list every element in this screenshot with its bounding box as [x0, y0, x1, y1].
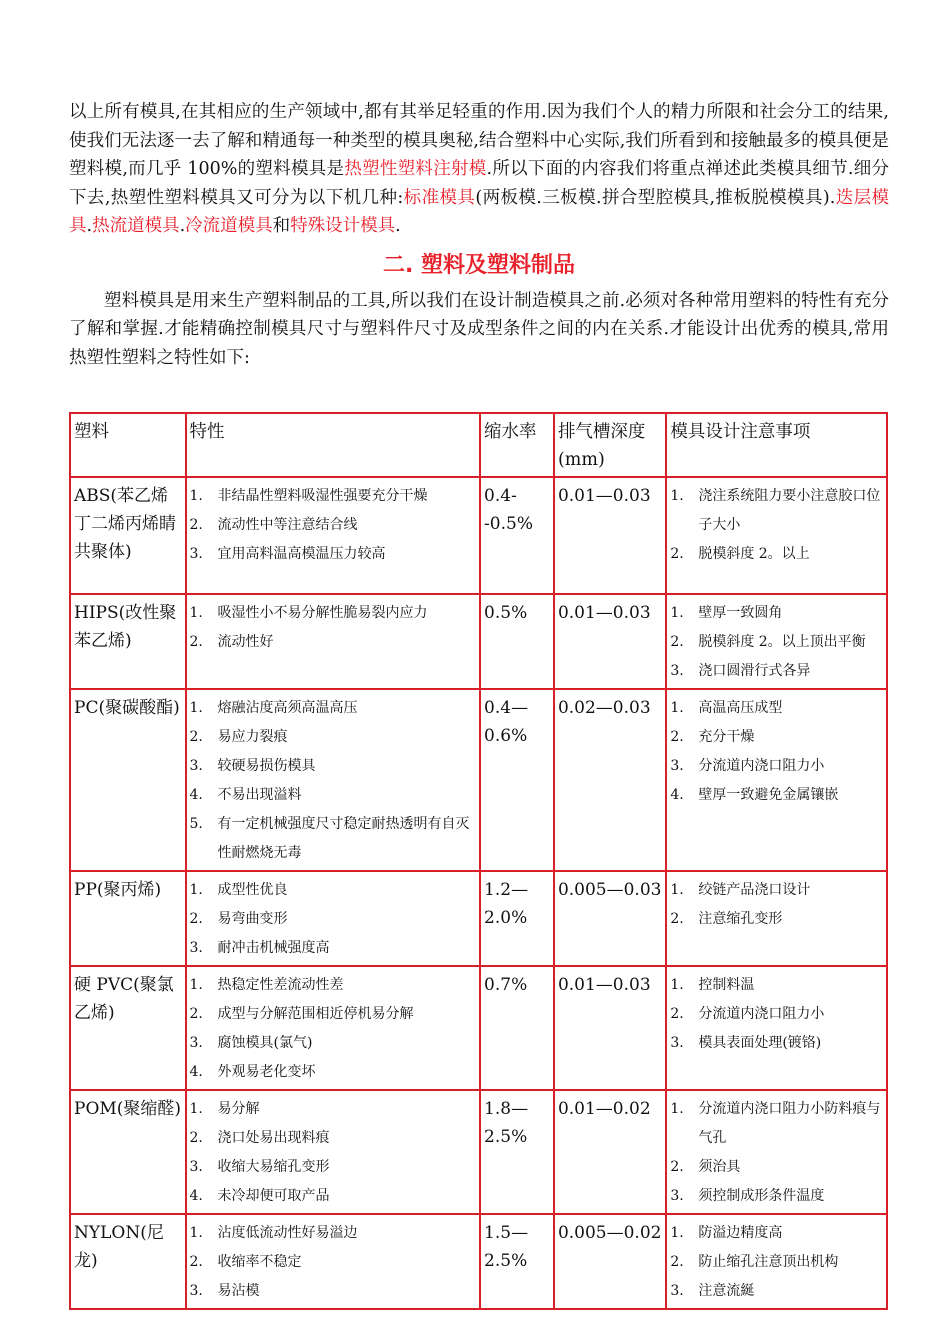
list-item [190, 1095, 477, 1124]
list-item-number: 3. [189, 546, 203, 562]
cell-design-notes [666, 966, 887, 1090]
list-item [670, 971, 883, 1000]
list-item-number: 4. [189, 787, 203, 803]
list-item-text: 未冷却便可取产品 [217, 1188, 330, 1204]
list-item-text: 腐蚀模具(氯气) [217, 1035, 313, 1051]
list-item-number: 1. [670, 488, 684, 504]
list-item [190, 1029, 477, 1058]
header-plastic: 塑料 [70, 413, 186, 477]
cell-properties-list [190, 971, 477, 1087]
list-item-number: 2. [670, 634, 684, 650]
list-item [190, 1248, 477, 1277]
list-item [670, 599, 883, 628]
list-item [670, 1000, 883, 1029]
list-item-number: 1. [189, 882, 203, 898]
list-item-number: 2. [189, 1130, 203, 1146]
list-item-text: 成型与分解范围相近停机易分解 [217, 1006, 414, 1022]
list-item-text: 须治具 [698, 1159, 741, 1175]
cell-design-notes [666, 1214, 887, 1309]
list-item-text: 吸湿性小不易分解性脆易裂内应力 [217, 605, 428, 621]
list-item [670, 1153, 883, 1182]
list-item-number: 1. [189, 1225, 203, 1241]
list-item [190, 971, 477, 1000]
list-item-text: 壁厚一致避免金属镶嵌 [698, 787, 839, 803]
table-row [70, 689, 887, 871]
intro-text: . [395, 216, 401, 236]
list-item-number: 3. [189, 1283, 203, 1299]
list-item-text: 须控制成形条件温度 [698, 1188, 825, 1204]
cell-design-notes [666, 477, 887, 594]
cell-vent-depth: 0.005—0.02 [554, 1214, 666, 1309]
list-item [190, 628, 477, 657]
intro-text: . [86, 216, 93, 236]
cell-properties [186, 594, 481, 689]
list-item-number: 2. [670, 1159, 684, 1175]
cell-plastic: ABS(苯乙烯丁二烯丙烯睛共聚体) [70, 477, 186, 594]
list-item-text: 熔融沾度高须高温高压 [217, 700, 358, 716]
table-header-row [70, 413, 887, 477]
list-item [670, 876, 883, 905]
list-item [190, 723, 477, 752]
link-stack-mold[interactable]: 迭层模具 [69, 187, 890, 236]
list-item-number: 5. [189, 816, 203, 832]
list-item-text: 分流道内浇口阻力小 [698, 1006, 825, 1022]
list-item-number: 1. [189, 700, 203, 716]
list-item [190, 694, 477, 723]
list-item [670, 723, 883, 752]
intro-text: 和 [272, 216, 291, 236]
cell-vent-depth: 0.01—0.02 [554, 1090, 666, 1214]
list-item [190, 810, 477, 868]
list-item-text: 易应力裂痕 [217, 729, 288, 745]
list-item [670, 694, 883, 723]
list-item-number: 2. [670, 1006, 684, 1022]
list-item-number: 2. [189, 517, 203, 533]
list-item-number: 3. [670, 1188, 684, 1204]
list-item-text: 外观易老化变坏 [217, 1064, 316, 1080]
list-item [670, 1248, 883, 1277]
list-item-text: 注意流綖 [698, 1283, 755, 1299]
list-item [190, 876, 477, 905]
table-row [70, 966, 887, 1090]
list-item-text: 充分干燥 [698, 729, 755, 745]
cell-vent-depth: 0.01—0.03 [554, 594, 666, 689]
cell-vent-depth: 0.02—0.03 [554, 689, 666, 871]
list-item-number: 1. [189, 977, 203, 993]
cell-design-notes-list [670, 1095, 883, 1211]
cell-shrinkage: 1.5—2.5% [480, 1214, 554, 1309]
cell-shrinkage: 0.5% [480, 594, 554, 689]
list-item-number: 1. [189, 1101, 203, 1117]
list-item-number: 1. [670, 605, 684, 621]
link-hot-runner-mold[interactable]: 热流道模具 [92, 216, 180, 236]
cell-design-notes-list [670, 1219, 883, 1306]
list-item-text: 分流道内浇口阻力小防料痕与气孔 [698, 1101, 881, 1146]
cell-vent-depth: 0.01—0.03 [554, 477, 666, 594]
list-item [190, 1182, 477, 1211]
list-item [670, 482, 883, 540]
cell-properties-list [190, 482, 477, 569]
list-item-number: 2. [189, 729, 203, 745]
list-item-text: 耐冲击机械强度高 [217, 940, 330, 956]
list-item-number: 4. [189, 1064, 203, 1080]
list-item-number: 4. [670, 787, 684, 803]
list-item-text: 不易出现溢料 [217, 787, 302, 803]
list-item-number: 1. [670, 1101, 684, 1117]
list-item-number: 4. [189, 1188, 203, 1204]
list-item [190, 934, 477, 963]
link-special-design-mold[interactable]: 特殊设计模具 [290, 216, 396, 236]
list-item-text: 易沾模 [217, 1283, 260, 1299]
list-item [670, 1277, 883, 1306]
cell-properties [186, 1214, 481, 1309]
list-item-text: 有一定机械强度尺寸稳定耐热透明有自灭性耐燃烧无毒 [217, 816, 470, 861]
list-item-number: 1. [189, 605, 203, 621]
list-item-text: 易分解 [217, 1101, 260, 1117]
cell-design-notes [666, 1090, 887, 1214]
header-shrinkage: 缩水率 [480, 413, 554, 477]
cell-vent-depth: 0.005—0.03 [554, 871, 666, 966]
list-item [670, 781, 883, 810]
cell-design-notes [666, 871, 887, 966]
intro-text: 以上所有模具,在其相应的生产领域中,都有其举足轻重的作用.因为我们个人的精力所限和社会分工的结果,使我们无法逐一去了解和精通每一种类型的模具奥秘,结合塑料中心实际,我们所看到和接触最多的模具便是塑料模,而几乎 100%的塑料模具是 [69, 102, 889, 179]
list-item-number: 1. [670, 882, 684, 898]
list-item-number: 2. [670, 729, 684, 745]
list-item-number: 3. [189, 940, 203, 956]
list-item-number: 2. [189, 1006, 203, 1022]
list-item-text: 非结晶性塑料吸湿性强要充分干燥 [217, 488, 428, 504]
header-vent-depth: 排气槽深度(mm) [554, 413, 666, 477]
list-item [190, 1219, 477, 1248]
list-item-text: 收缩率不稳定 [217, 1254, 302, 1270]
list-item-text: 控制料温 [698, 977, 755, 993]
list-item-number: 2. [670, 911, 684, 927]
list-item-number: 3. [189, 1035, 203, 1051]
cell-properties-list [190, 694, 477, 868]
list-item [670, 540, 883, 569]
list-item [190, 482, 477, 511]
list-item-number: 2. [670, 546, 684, 562]
list-item-number: 2. [189, 634, 203, 650]
cell-design-notes [666, 594, 887, 689]
list-item [190, 1277, 477, 1306]
list-item-text: 脱模斜度 2。以上顶出平衡 [698, 634, 866, 650]
list-item-number: 1. [670, 1225, 684, 1241]
cell-design-notes-list [670, 694, 883, 810]
cell-properties [186, 1090, 481, 1214]
list-item [670, 905, 883, 934]
list-item [190, 1000, 477, 1029]
list-item-text: 浇口处易出现料痕 [217, 1130, 330, 1146]
list-item-number: 3. [189, 1159, 203, 1175]
list-item [190, 540, 477, 569]
table-row [70, 1214, 887, 1309]
section-title: 二. 塑料及塑料制品 [382, 252, 576, 278]
link-standard-mold[interactable]: 标准模具 [403, 187, 476, 208]
cell-plastic: HIPS(改性聚苯乙烯) [70, 594, 186, 689]
list-item [670, 752, 883, 781]
cell-properties [186, 689, 481, 871]
list-item-text: 较硬易损伤模具 [217, 758, 316, 774]
list-item-number: 2. [189, 1254, 203, 1270]
cell-properties-list [190, 599, 477, 657]
list-item-number: 2. [670, 1254, 684, 1270]
cell-shrinkage: 0.4--0.5% [480, 477, 554, 594]
list-item [190, 1153, 477, 1182]
cell-shrinkage: 1.8—2.5% [480, 1090, 554, 1214]
list-item [670, 657, 883, 686]
cell-design-notes-list [670, 876, 883, 934]
list-item-number: 3. [670, 663, 684, 679]
document-body [69, 98, 889, 372]
list-item [190, 511, 477, 540]
list-item [190, 1058, 477, 1087]
list-item-text: 宜用高料温高模温压力较高 [217, 546, 386, 562]
list-item-number: 3. [670, 1283, 684, 1299]
intro-text: .所以下面的内容我们将重点禅述此类模具细节.细分下去,热塑性塑料模具又可分为以下机几种: [69, 159, 890, 208]
cell-design-notes [666, 689, 887, 871]
table-row [70, 477, 887, 594]
list-item-text: 沾度低流动性好易溢边 [217, 1225, 358, 1241]
list-item-text: 防溢边精度高 [698, 1225, 783, 1241]
list-item-text: 浇口圆滑行式各异 [698, 663, 811, 679]
list-item [190, 752, 477, 781]
header-design-notes: 模具设计注意事项 [666, 413, 887, 477]
list-item [670, 1182, 883, 1211]
list-item-text: 模具表面处理(镀铬) [698, 1035, 822, 1051]
link-thermoplastic-injection-mold[interactable]: 热塑性塑料注射模 [344, 159, 487, 179]
table-row [70, 871, 887, 966]
list-item-text: 高温高压成型 [698, 700, 783, 716]
intro-paragraph [69, 98, 889, 241]
cell-properties [186, 477, 481, 594]
list-item-text: 流动性好 [217, 634, 274, 650]
cell-properties [186, 871, 481, 966]
list-item [190, 905, 477, 934]
cell-design-notes-list [670, 599, 883, 686]
list-item-text: 分流道内浇口阻力小 [698, 758, 825, 774]
list-item-text: 热稳定性差流动性差 [217, 977, 344, 993]
cell-properties-list [190, 1095, 477, 1211]
list-item-number: 1. [670, 977, 684, 993]
table-row [70, 594, 887, 689]
cell-shrinkage: 1.2—2.0% [480, 871, 554, 966]
list-item-number: 1. [670, 700, 684, 716]
list-item-text: 流动性中等注意结合线 [217, 517, 358, 533]
cell-properties-list [190, 1219, 477, 1306]
table-body [70, 413, 887, 1309]
list-item-text: 成型性优良 [217, 882, 288, 898]
cell-design-notes-list [670, 482, 883, 569]
cell-plastic: 硬 PVC(聚氯乙烯) [70, 966, 186, 1090]
cell-plastic: PC(聚碳酸酯) [70, 689, 186, 871]
section-paragraph: 塑料模具是用来生产塑料制品的工具,所以我们在设计制造模具之前.必须对各种常用塑料的特性有充分了解和掌握.才能精确控制模具尺寸与塑料件尺寸及成型条件之间的内在关系.才能设计出优秀的模具,常用热塑性塑料之特性如下: [69, 290, 889, 368]
cell-properties-list [190, 876, 477, 963]
cell-shrinkage: 0.4—0.6% [480, 689, 554, 871]
plastics-properties-table [69, 412, 888, 1310]
list-item-text: 注意缩孔变形 [698, 911, 783, 927]
list-item-text: 壁厚一致圆角 [698, 605, 783, 621]
list-item-number: 2. [189, 911, 203, 927]
cell-plastic: POM(聚缩醛) [70, 1090, 186, 1214]
cell-properties [186, 966, 481, 1090]
list-item [190, 1124, 477, 1153]
list-item-text: 脱模斜度 2。以上 [698, 546, 810, 562]
list-item-text: 收缩大易缩孔变形 [217, 1159, 330, 1175]
intro-text: (两板模.三板模.拼合型腔模具,推板脱模模具). [475, 187, 836, 208]
list-item-text: 绞链产品浇口设计 [698, 882, 811, 898]
list-item [670, 1219, 883, 1248]
cell-plastic: NYLON(尼龙) [70, 1214, 186, 1309]
list-item-number: 1. [189, 488, 203, 504]
list-item-number: 3. [189, 758, 203, 774]
cell-design-notes-list [670, 971, 883, 1058]
list-item [670, 628, 883, 657]
cell-plastic: PP(聚丙烯) [70, 871, 186, 966]
list-item [670, 1095, 883, 1153]
list-item-text: 浇注系统阻力要小注意胶口位子大小 [698, 488, 881, 533]
cell-vent-depth: 0.01—0.03 [554, 966, 666, 1090]
list-item [670, 1029, 883, 1058]
link-cold-runner-mold[interactable]: 冷流道模具 [185, 216, 273, 236]
list-item-number: 3. [670, 1035, 684, 1051]
list-item [190, 599, 477, 628]
cell-shrinkage: 0.7% [480, 966, 554, 1090]
list-item-text: 防止缩孔注意顶出机构 [698, 1254, 839, 1270]
list-item-number: 3. [670, 758, 684, 774]
header-properties: 特性 [186, 413, 481, 477]
table-row [70, 1090, 887, 1214]
list-item-text: 易弯曲变形 [217, 911, 288, 927]
list-item [190, 781, 477, 810]
intro-text: . [179, 216, 186, 236]
